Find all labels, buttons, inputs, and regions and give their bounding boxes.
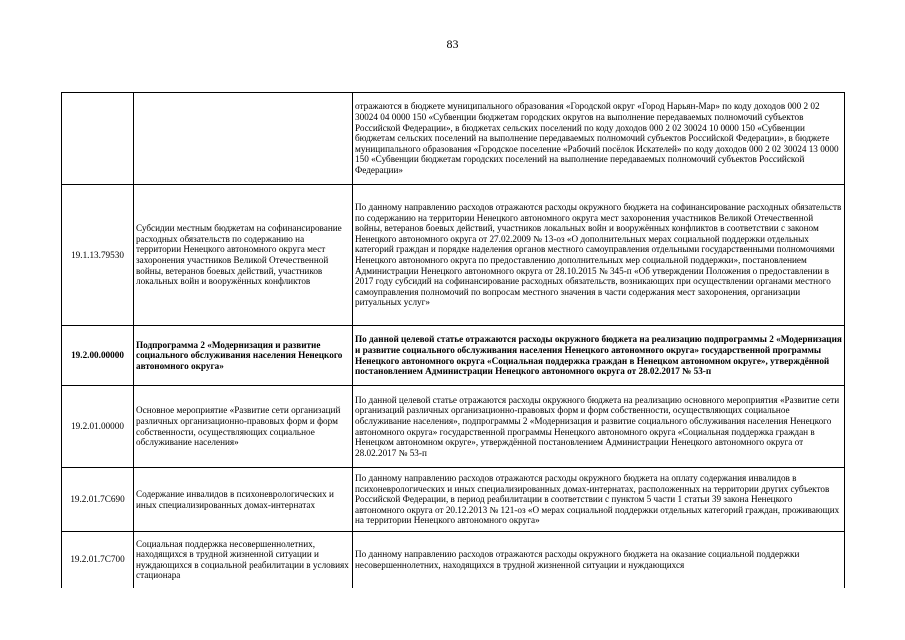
- row-name: Подпрограмма 2 «Модернизация и развитие социального обслуживания населения Ненецкого автономного округа»: [134, 326, 353, 386]
- table-row: [62, 532, 845, 588]
- budget-classification-table: [61, 92, 845, 588]
- row-code: 19.2.01.7С700: [62, 532, 134, 588]
- row-code: 19.2.01.00000: [62, 386, 134, 468]
- row-name: Содержание инвалидов в психоневрологических и иных специализированных домах-интернатах: [134, 468, 353, 532]
- row-description: По данному направлению расходов отражаются расходы окружного бюджета на софинансирование расходных обязательств по содержанию на территории Ненецкого автономного округа мест захоронения участников Великой Отечественной войны, ветеранов боевых действий, участников локальных войн и вооружённых конфликтов в соответствии с законом Ненецкого автономного округа от 27.02.2009 № 13-оз «О дополнительных мерах социальной поддержки отдельных категорий граждан и порядке наделения органов местного самоуправления отдельными государственными полномочиями Ненецкого автономного округа по предоставлению дополнительных мер социальной поддержки», постановлением Администрации Ненецкого автономного округа от 28.10.2015 № 345-п «Об утверждении Положения о предоставлении в 2017 году субсидий на софинансирование расходных обязательств, возникающих при осуществлении органами местного самоуправления полномочий по вопросам местного значения в части содержания мест захоронения, организации ритуальных услуг»: [353, 185, 845, 326]
- table-row: [62, 185, 845, 326]
- table-row: [62, 326, 845, 386]
- row-description: отражаются в бюджете муниципального образования «Городской округ «Город Нарьян-Мар» по коду доходов 000 2 02 30024 04 0000 150 «Субвенции бюджетам городских округов на выполнение передаваемых полномочий субъектов Российской Федерации», в бюджетах сельских поселений по коду доходов 000 2 02 30024 10 0000 150 «Субвенции бюджетам сельских поселений на выполнение передаваемых полномочий субъектов Российской Федерации», в бюджете муниципального образования «Городское поселение «Рабочий посёлок Искателей» по коду доходов 000 2 02 30024 13 0000 150 «Субвенции бюджетам городских поселений на выполнение передаваемых полномочий субъектов Российской Федерации»: [353, 93, 845, 185]
- row-name: Социальная поддержка несовершеннолетних, находящихся в трудной жизненной ситуации и нуждающихся в социальной реабилитации в условиях стационара: [134, 532, 353, 588]
- table-row: [62, 386, 845, 468]
- row-name: Основное мероприятие «Развитие сети организаций различных организационно-правовых форм и форм собственности, осуществляющих социальное обслуживание населения»: [134, 386, 353, 468]
- row-description: По данной целевой статье отражаются расходы окружного бюджета на реализацию подпрограммы 2 «Модернизация и развитие социального обслуживания населения Ненецкого автономного округа» государственной программы Ненецкого автономного округа «Социальная поддержка граждан в Ненецком автономном округе», утверждённой постановлением Администрации Ненецкого автономного округа от 28.02.2017 № 53-п: [353, 326, 845, 386]
- row-name: [134, 93, 353, 185]
- page-number: 83: [446, 37, 459, 51]
- row-description: По данному направлению расходов отражаются расходы окружного бюджета на оплату содержания инвалидов в психоневрологических и иных специализированных домах-интернатах, расположенных на территории других субъектов Российской Федерации, в период реабилитации в соответствии с пунктом 5 части 1 статьи 39 закона Ненецкого автономного округа от 20.12.2013 № 121-оз «О мерах социальной поддержки отдельных категорий граждан, проживающих на территории Ненецкого автономного округа»: [353, 468, 845, 532]
- table-row: [62, 468, 845, 532]
- row-description: По данной целевой статье отражаются расходы окружного бюджета на реализацию основного мероприятия «Развитие сети организаций различных организационно-правовых форм и форм собственности, осуществляющих социальное обслуживание населения», подпрограммы 2 «Модернизация и развитие социального обслуживания населения Ненецкого автономного округа» государственной программы Ненецкого автономного округа «Социальная поддержка граждан в Ненецком автономном округе», утверждённой постановлением Администрации Ненецкого автономного округа от 28.02.2017 № 53-п: [353, 386, 845, 468]
- row-code: [62, 93, 134, 185]
- row-code: 19.2.01.7С690: [62, 468, 134, 532]
- table-row: [62, 93, 845, 185]
- row-description: По данному направлению расходов отражаются расходы окружного бюджета на оказание социальной поддержки несовершеннолетних, находящихся в трудной жизненной ситуации и нуждающихся: [353, 532, 845, 588]
- row-code: 19.1.13.79530: [62, 185, 134, 326]
- row-name: Субсидии местным бюджетам на софинансирование расходных обязательств по содержанию на территории Ненецкого автономного округа мест захоронения участников Великой Отечественной войны, ветеранов боевых действий, участников локальных войн и вооружённых конфликтов: [134, 185, 353, 326]
- row-code: 19.2.00.00000: [62, 326, 134, 386]
